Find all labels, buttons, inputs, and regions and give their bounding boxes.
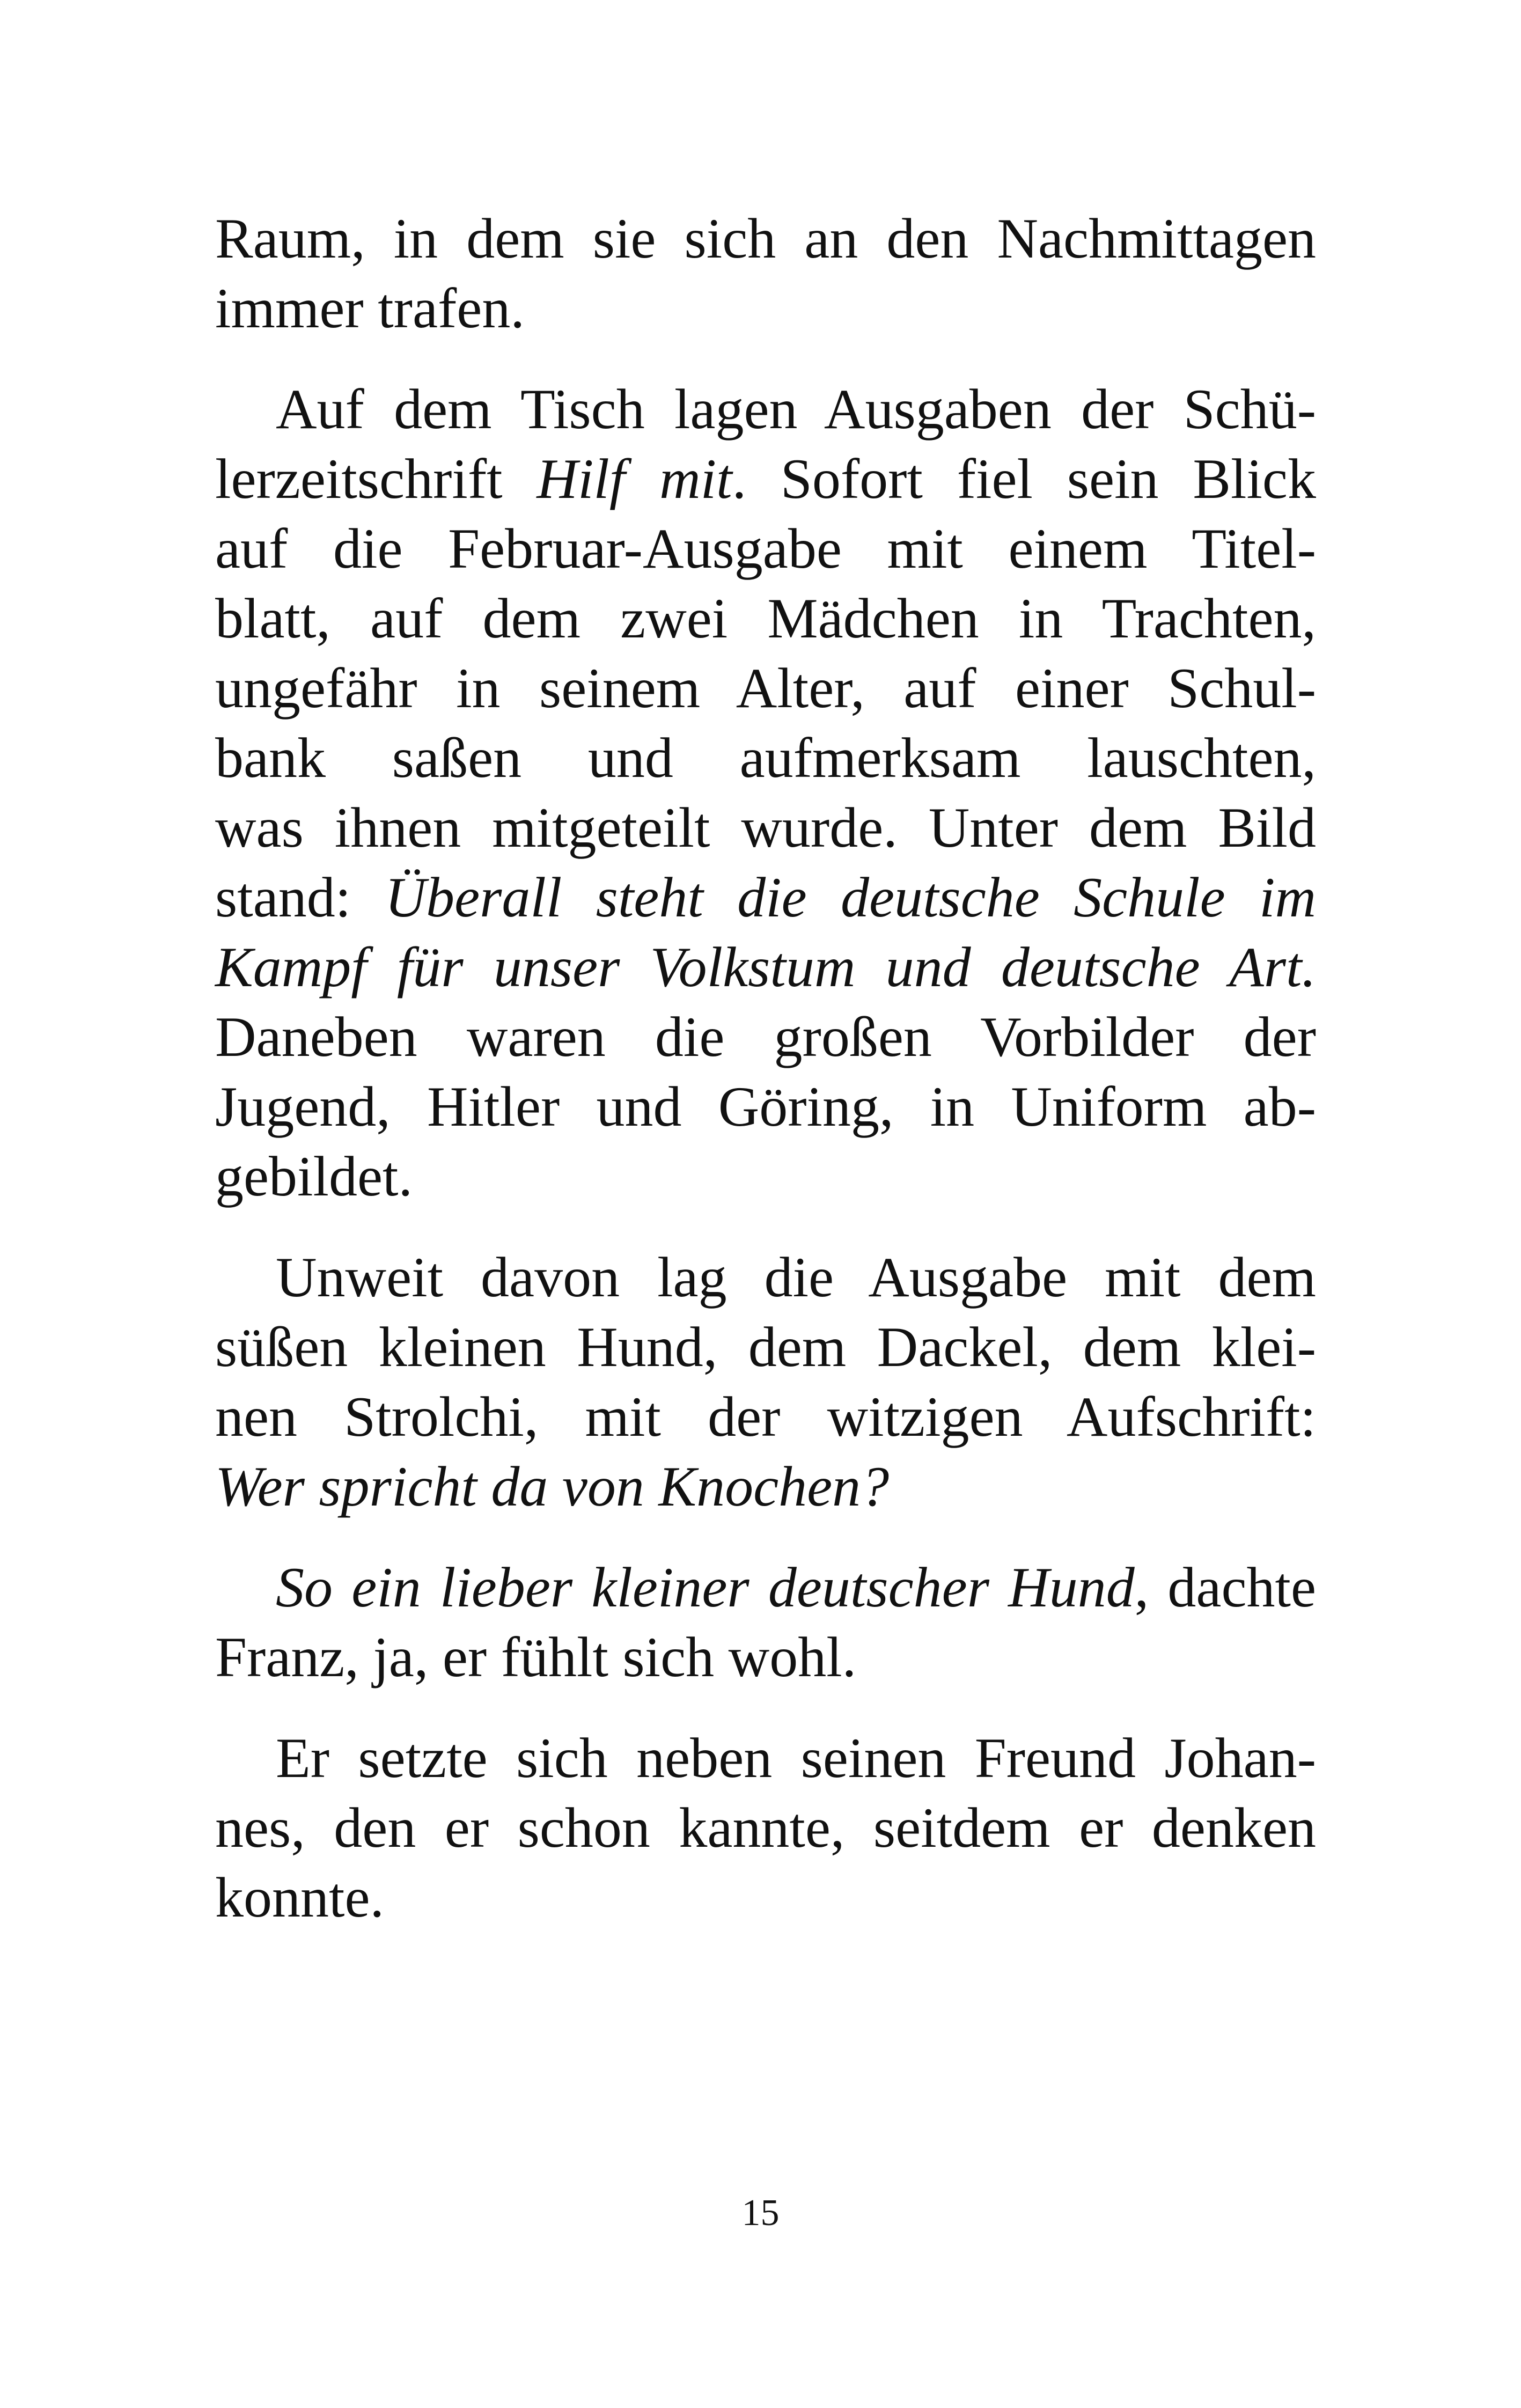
text-run: gebildet.: [215, 1145, 413, 1208]
text-run: Auf dem Tisch lagen Ausgaben der Schü-: [276, 378, 1316, 441]
text-line: [215, 274, 1316, 343]
paragraph-3: [215, 1243, 1316, 1522]
paragraph-2: [215, 375, 1316, 1212]
text-line: [215, 793, 1316, 863]
text-run: Jugend, Hitler und Göring, in Uniform ab-: [215, 1075, 1316, 1138]
text-line: [215, 1452, 1316, 1522]
text-line: [215, 863, 1316, 933]
text-line: [215, 1072, 1316, 1142]
text-run: blatt, auf dem zwei Mädchen in Trachten,: [215, 587, 1316, 650]
text-run: Daneben waren die großen Vorbilder der: [215, 1005, 1316, 1068]
text-run: stand:: [215, 866, 385, 929]
text-line: [215, 204, 1316, 274]
italic-run: Kampf für unser Volkstum und deutsche Art.: [215, 936, 1316, 999]
text-run: ungefähr in seinem Alter, auf einer Schul-: [215, 657, 1316, 720]
text-line: [215, 375, 1316, 444]
text-line: [215, 1382, 1316, 1452]
body-text: [215, 204, 1316, 1964]
text-line: [215, 1142, 1316, 1212]
text-line: [215, 1863, 1316, 1933]
text-run: , dachte: [1134, 1556, 1316, 1619]
text-line: [215, 933, 1316, 1002]
page-number: 15: [741, 2192, 780, 2234]
text-run: Er setzte sich neben seinen Freund Johan-: [276, 1727, 1316, 1789]
italic-run: Hilf mit: [537, 447, 732, 510]
text-line: [215, 1793, 1316, 1863]
paragraph-1: [215, 204, 1316, 343]
text-line: [215, 1312, 1316, 1382]
text-line: [215, 654, 1316, 723]
text-line: [215, 1623, 1316, 1692]
text-line: [215, 723, 1316, 793]
text-run: süßen kleinen Hund, dem Dackel, dem klei-: [215, 1316, 1316, 1378]
text-line: [215, 1723, 1316, 1793]
text-run: bank saßen und aufmerksam lauschten,: [215, 726, 1316, 789]
text-run: nes, den er schon kannte, seitdem er denken: [215, 1796, 1316, 1859]
text-line: [215, 1243, 1316, 1312]
text-run: lerzeitschrift: [215, 447, 537, 510]
text-run: Raum, in dem sie sich an den Nachmittagen: [215, 207, 1316, 270]
text-line: [215, 1002, 1316, 1072]
text-run: nen Strolchi, mit der witzigen Aufschrift:: [215, 1385, 1316, 1448]
paragraph-5: [215, 1723, 1316, 1933]
text-line: [215, 584, 1316, 654]
paragraph-4: [215, 1553, 1316, 1692]
italic-run: Überall steht die deutsche Schule im: [385, 866, 1316, 929]
text-run: konnte.: [215, 1866, 384, 1929]
text-line: [215, 444, 1316, 514]
text-line: [215, 1553, 1316, 1623]
text-line: [215, 514, 1316, 584]
text-run: . Sofort fiel sein Blick: [732, 447, 1316, 510]
text-run: auf die Februar-Ausgabe mit einem Titel-: [215, 517, 1316, 580]
text-run: Unweit davon lag die Ausgabe mit dem: [276, 1246, 1316, 1309]
text-run: immer trafen.: [215, 277, 525, 340]
italic-run: So ein lieber kleiner deutscher Hund: [276, 1556, 1135, 1619]
text-run: Franz, ja, er fühlt sich wohl.: [215, 1626, 857, 1688]
italic-run: Wer spricht da von Knochen?: [215, 1455, 890, 1518]
text-run: was ihnen mitgeteilt wurde. Unter dem Bild: [215, 796, 1316, 859]
